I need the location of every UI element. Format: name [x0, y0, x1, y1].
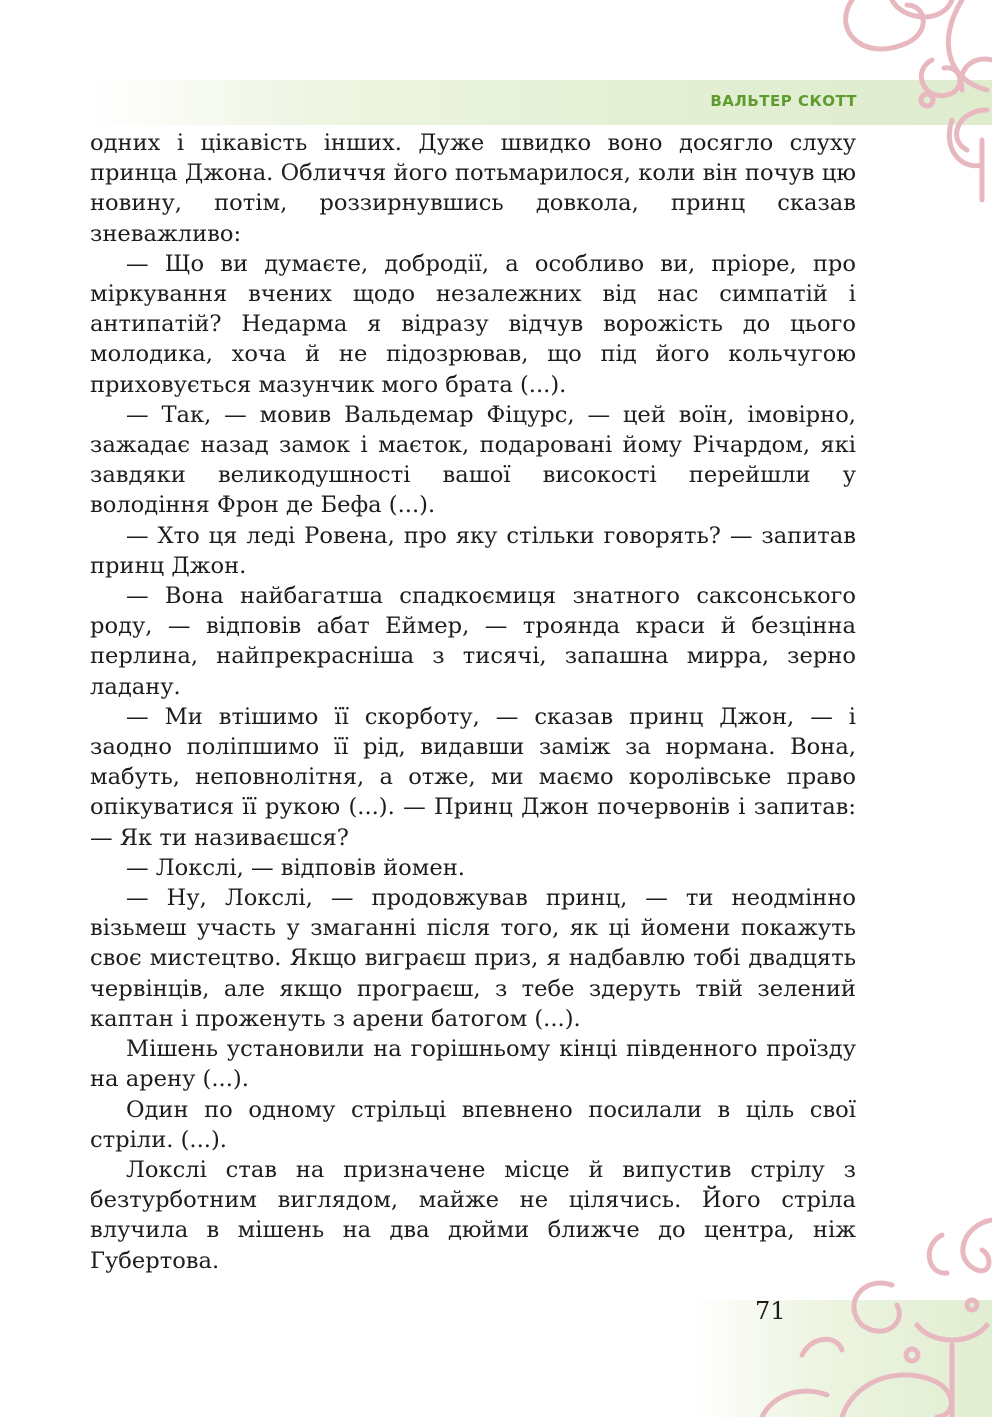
paragraph: Мішень установили на горішньому кінці південного проїзду на арену (...). — [90, 1036, 856, 1093]
running-head: ВАЛЬТЕР СКОТТ — [710, 92, 857, 110]
paragraph: одних і цікавість інших. Дуже швидко воно досягло слуху принца Джона. Обличчя його потьмарилося, коли він почув цю новину, потім, роззирнувшись довкола, принц сказав зневажливо: — [90, 130, 856, 247]
paragraph: — Вона найбагатша спадкоємиця знатного саксонського роду, — відповів абат Еймер, — троянда краси й безцінна перлина, найпрекрасніша з тисячі, запашна мирра, зерно ладану. — [90, 583, 856, 700]
paragraph: — Ну, Локслі, — продовжував принц, — ти неодмінно візьмеш участь у змаганні після того, як ці йомени покажуть своє мистецтво. Якщо виграєш приз, я надбавлю тобі двадцять червінців, але якщо програєш, з тебе здеруть твій зелений каптан і проженуть з арени батогом (...). — [90, 885, 856, 1032]
paragraph: — Ми втішимо її скорботу, — сказав принц Джон, — і заодно поліпшимо її рід, видавши заміж за нормана. Вона, мабуть, неповнолітня, а отже, ми маємо королівське право опікуватися її рукою (...). — Принц Джон почервонів і запитав: — Як ти називаєшся? — [90, 703, 856, 851]
paragraph: — Хто ця леді Ровена, про яку стільки говорять? — запитав принц Джон. — [90, 522, 856, 579]
body-text — [90, 128, 856, 1276]
paragraph: Один по одному стрільці впевнено посилали в ціль свої стріли. (...). — [90, 1096, 856, 1153]
paragraph: — Що ви думаєте, добродії, а особливо ви, пріоре, про міркування вчених щодо незалежних від нас симпатій і антипатій? Недарма я відразу відчув ворожість до цього молодика, хоча й не підозрював, що під його кольчугою приховується мазунчик мого брата (...). — [90, 250, 856, 398]
paragraph: Локслі став на призначене місце й випустив стрілу з безтурботним виглядом, майже не цілячись. Його стріла влучила в мішень на два дюйми ближче до центра, ніж Губертова. — [90, 1156, 856, 1274]
page-number: 71 — [755, 1297, 786, 1325]
paragraph: — Локслі, — відповів йомен. — [126, 854, 465, 881]
decorative-ornament-top — [832, 0, 992, 210]
paragraph: — Так, — мовив Вальдемар Фіцурс, — цей воїн, імовірно, зажадає назад замок і маєток, подаровані йому Річардом, які завдяки великодушності вашої високості перейшли у володіння Фрон де Бефа (...). — [90, 401, 856, 519]
